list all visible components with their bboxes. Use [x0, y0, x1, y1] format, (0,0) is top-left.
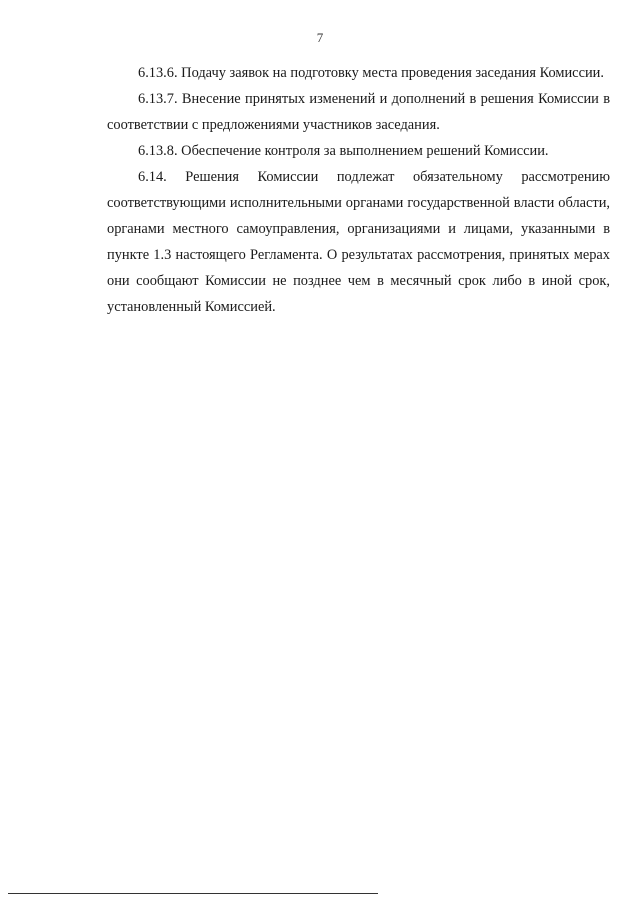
- page-number: 7: [316, 30, 324, 45]
- paragraph-6-14: 6.14. Решения Комиссии подлежат обязательному рассмотрению соответствующими исполнительными органами государственной власти области, органами местного самоуправления, организациями и лицами, указанными в пункте 1.3 настоящего Регламента. О результатах рассмотрения, принятых мерах они сообщают Комиссии не позднее чем в месячный срок либо в иной срок, установленный Комиссией.: [107, 169, 610, 315]
- paragraph-6-13-7: 6.13.7. Внесение принятых изменений и дополнений в решения Комиссии в соответствии с предложениями участников заседания.: [107, 91, 610, 133]
- paragraph-6-13-6: 6.13.6. Подачу заявок на подготовку места проведения заседания Комиссии.: [138, 65, 604, 81]
- document-body: [107, 60, 610, 320]
- bottom-divider-line: [8, 893, 378, 894]
- paragraph-6-13-8: 6.13.8. Обеспечение контроля за выполнением решений Комиссии.: [138, 143, 549, 159]
